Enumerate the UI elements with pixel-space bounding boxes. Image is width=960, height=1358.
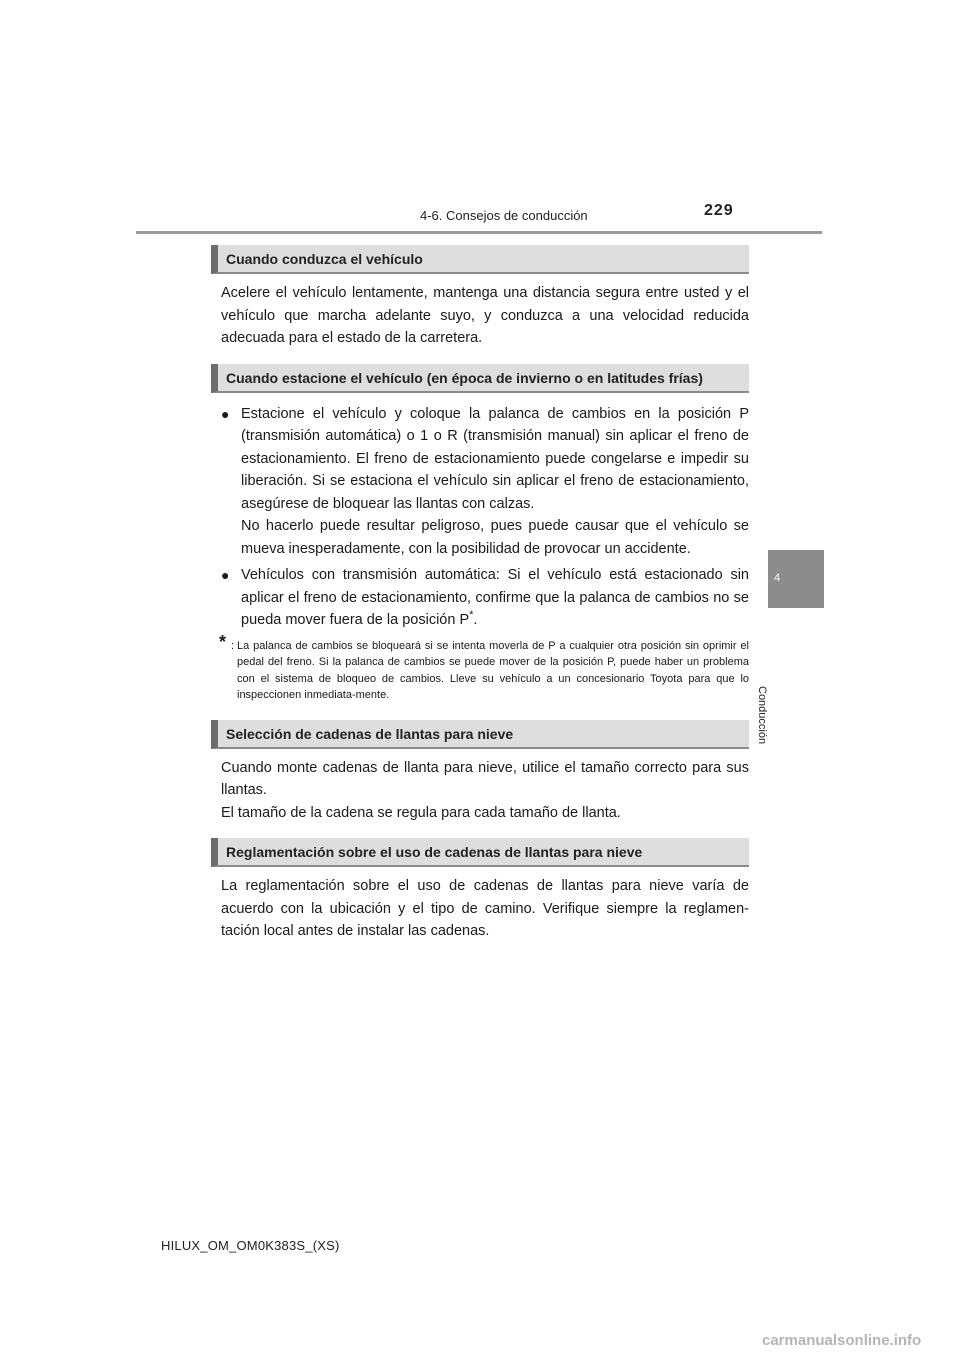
document-code: HILUX_OM_OM0K383S_(XS) [161,1238,340,1253]
chapter-number: 4 [774,572,781,584]
bullet-icon: ● [221,405,230,422]
header-section-title: 4-6. Consejos de conducción [420,208,588,223]
bullet-text: No hacerlo puede resultar peligroso, pues puede causar que el vehículo se mueva inesperadamente, con la posibilidad de provocar un accidente. [241,518,749,557]
section-heading-parking: Cuando estacione el vehículo (en época de invierno o en latitudes frías) [211,364,749,393]
footnote-text: La palanca de cambios se bloqueará si se intenta moverla de P a cualquier otra posición sin oprimir el pedal del freno. Si la palanca de cambios se puede mover de la posición P, puede haber un problema con el sistema de bloqueo de cambios. Lleve su vehículo a un concesionario Toyota para que lo inspeccionen inmediata-mente. [237,639,749,701]
section-heading-driving: Cuando conduzca el vehículo [211,245,749,274]
watermark: carmanualsonline.info [762,1332,922,1349]
footnote-marker: * [469,609,474,622]
chapter-label: Conducción [756,686,768,745]
footnote: * : La palanca de cambios se bloqueará si se intenta moverla de P a cualquier otra posición sin oprimir el pedal del freno. Si la palanca de cambios se puede mover de la posición P, puede haber un problema con el sistema de bloqueo de cambios. Lleve su vehículo a un concesionario Toyota para que lo inspeccionen inmediata-mente. [219,631,749,701]
bullet-icon: ● [221,567,230,583]
paragraph: Acelere el vehículo lentamente, mantenga una distancia segura entre usted y el vehículo que marcha adelante suyo, y conduzca a una velocidad reducida adecuada para el estado de la carretera. [221,285,749,346]
bullet-item [211,403,749,561]
section-heading-chain-regulations: Reglamentación sobre el uso de cadenas de llantas para nieve [211,838,749,867]
page-content [211,245,749,943]
bullet-text: Vehículos con transmisión automática: Si el vehículo está estacionado sin aplicar el freno de estacionamiento, confirme que la palanca de cambios no se pueda mover fuera de la posición P*. [241,567,749,628]
page-number: 229 [704,202,734,219]
bullet-text: Estacione el vehículo y coloque la palanca de cambios en la posición P (transmisión automática) o 1 o R (transmisión manual) sin aplicar el freno de estacionamiento. El freno de estacionamiento puede congelarse e impedir su liberación. Si se estaciona el vehículo sin aplicar el freno de estacionamiento, asegúrese de bloquear las llantas con calzas. [241,405,749,512]
bullet-item [211,564,749,632]
paragraph: El tamaño de la cadena se regula para cada tamaño de llanta. [221,804,621,821]
paragraph: Cuando monte cadenas de llanta para nieve, utilice el tamaño correcto para sus llantas. [221,759,749,798]
header-rule [136,231,822,234]
section-heading-snow-chains: Selección de cadenas de llantas para nieve [211,720,749,749]
paragraph: La reglamentación sobre el uso de cadenas de llantas para nieve varía de acuerdo con la ubicación y el tipo de camino. Verifique siempre la reglamen-tación local antes de instalar las cadenas. [221,878,749,939]
footnote-star-icon: * [219,631,227,652]
